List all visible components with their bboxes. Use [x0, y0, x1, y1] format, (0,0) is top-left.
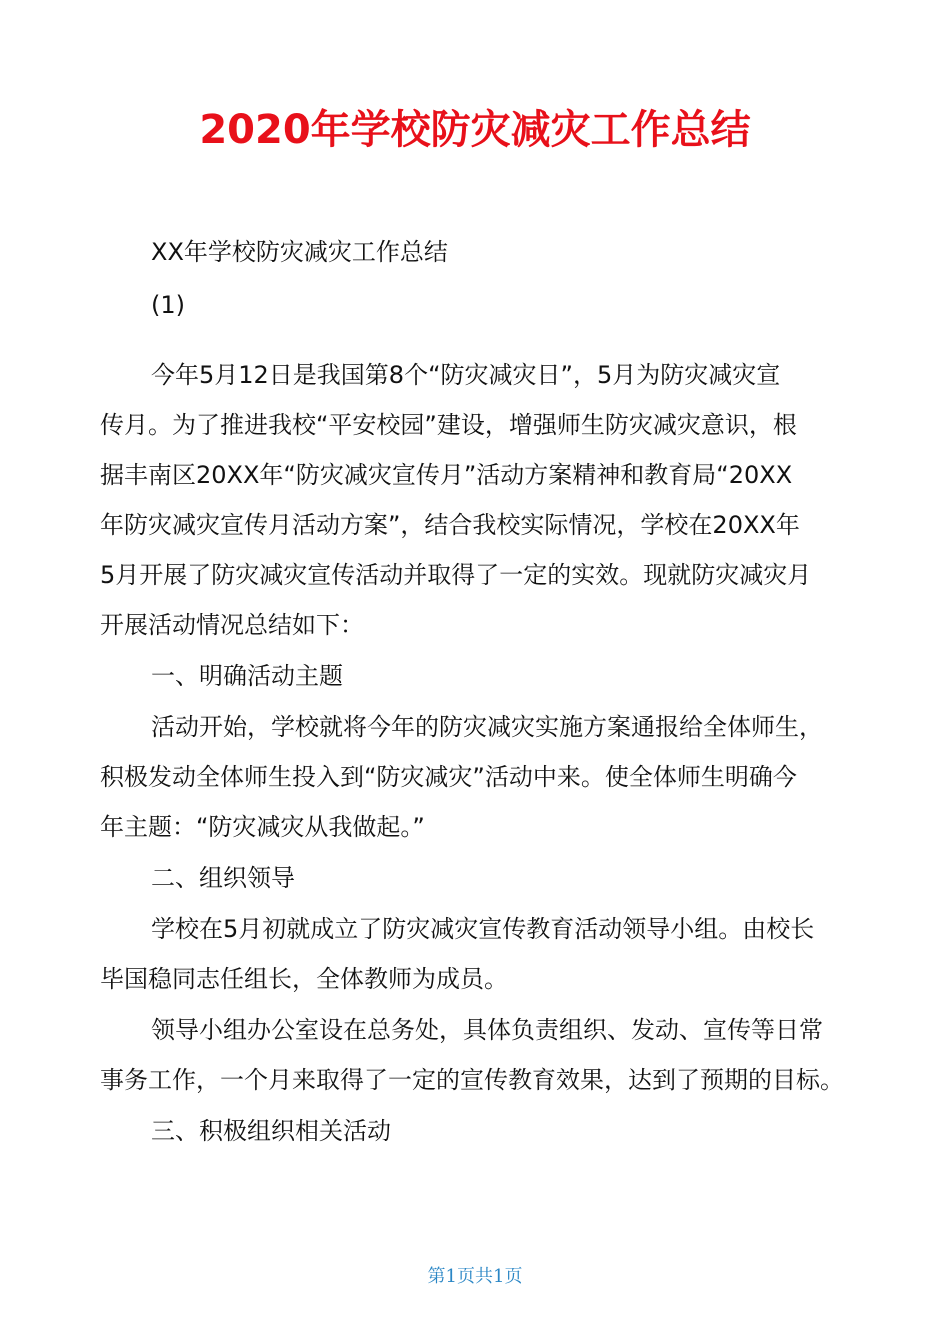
part-number: (1) — [151, 291, 185, 319]
paragraph-line: 开展活动情况总结如下： — [100, 611, 364, 639]
paragraph-line: 年主题：“防灾减灾从我做起。” — [100, 813, 425, 841]
section-heading: 三、积极组织相关活动 — [151, 1117, 391, 1145]
paragraph-line: 事务工作，一个月来取得了一定的宣传教育效果，达到了预期的目标。 — [100, 1066, 844, 1094]
section-heading: 二、组织领导 — [151, 864, 295, 892]
paragraph-theme — [100, 707, 850, 847]
paragraph-line: 据丰南区20XX年“防灾减灾宣传月”活动方案精神和教育局“20XX — [100, 461, 793, 489]
paragraph-line: 活动开始，学校就将今年的防灾减灾实施方案通报给全体师生， — [151, 713, 823, 741]
paragraph-line: 年防灾减灾宣传月活动方案”，结合我校实际情况，学校在20XX年 — [100, 511, 800, 539]
paragraph-line: 毕国稳同志任组长，全体教师为成员。 — [100, 965, 508, 993]
paragraph-line: 学校在5月初就成立了防灾减灾宣传教育活动领导小组。由校长 — [151, 915, 815, 943]
paragraph-line: 5月开展了防灾减灾宣传活动并取得了一定的实效。现就防灾减灾月 — [100, 561, 812, 589]
paragraph-line: 领导小组办公室设在总务处，具体负责组织、发动、宣传等日常 — [151, 1016, 823, 1044]
paragraph-line: 今年5月12日是我国第8个“防灾减灾日”，5月为防灾减灾宣 — [151, 361, 781, 389]
document-subtitle: XX年学校防灾减灾工作总结 — [151, 238, 448, 266]
paragraph-line: 积极发动全体师生投入到“防灾减灾”活动中来。使全体师生明确今 — [100, 763, 797, 791]
document-title: 2020年学校防灾减灾工作总结 — [199, 107, 751, 153]
paragraph-line: 传月。为了推进我校“平安校园”建设，增强师生防灾减灾意识，根 — [100, 411, 797, 439]
page-footer: 第1页共1页 — [427, 1266, 523, 1287]
document-body — [100, 232, 850, 1151]
section-heading: 一、明确活动主题 — [151, 662, 343, 690]
paragraph-intro — [100, 355, 850, 645]
paragraph-leadership — [100, 909, 850, 999]
paragraph-office — [100, 1010, 850, 1100]
